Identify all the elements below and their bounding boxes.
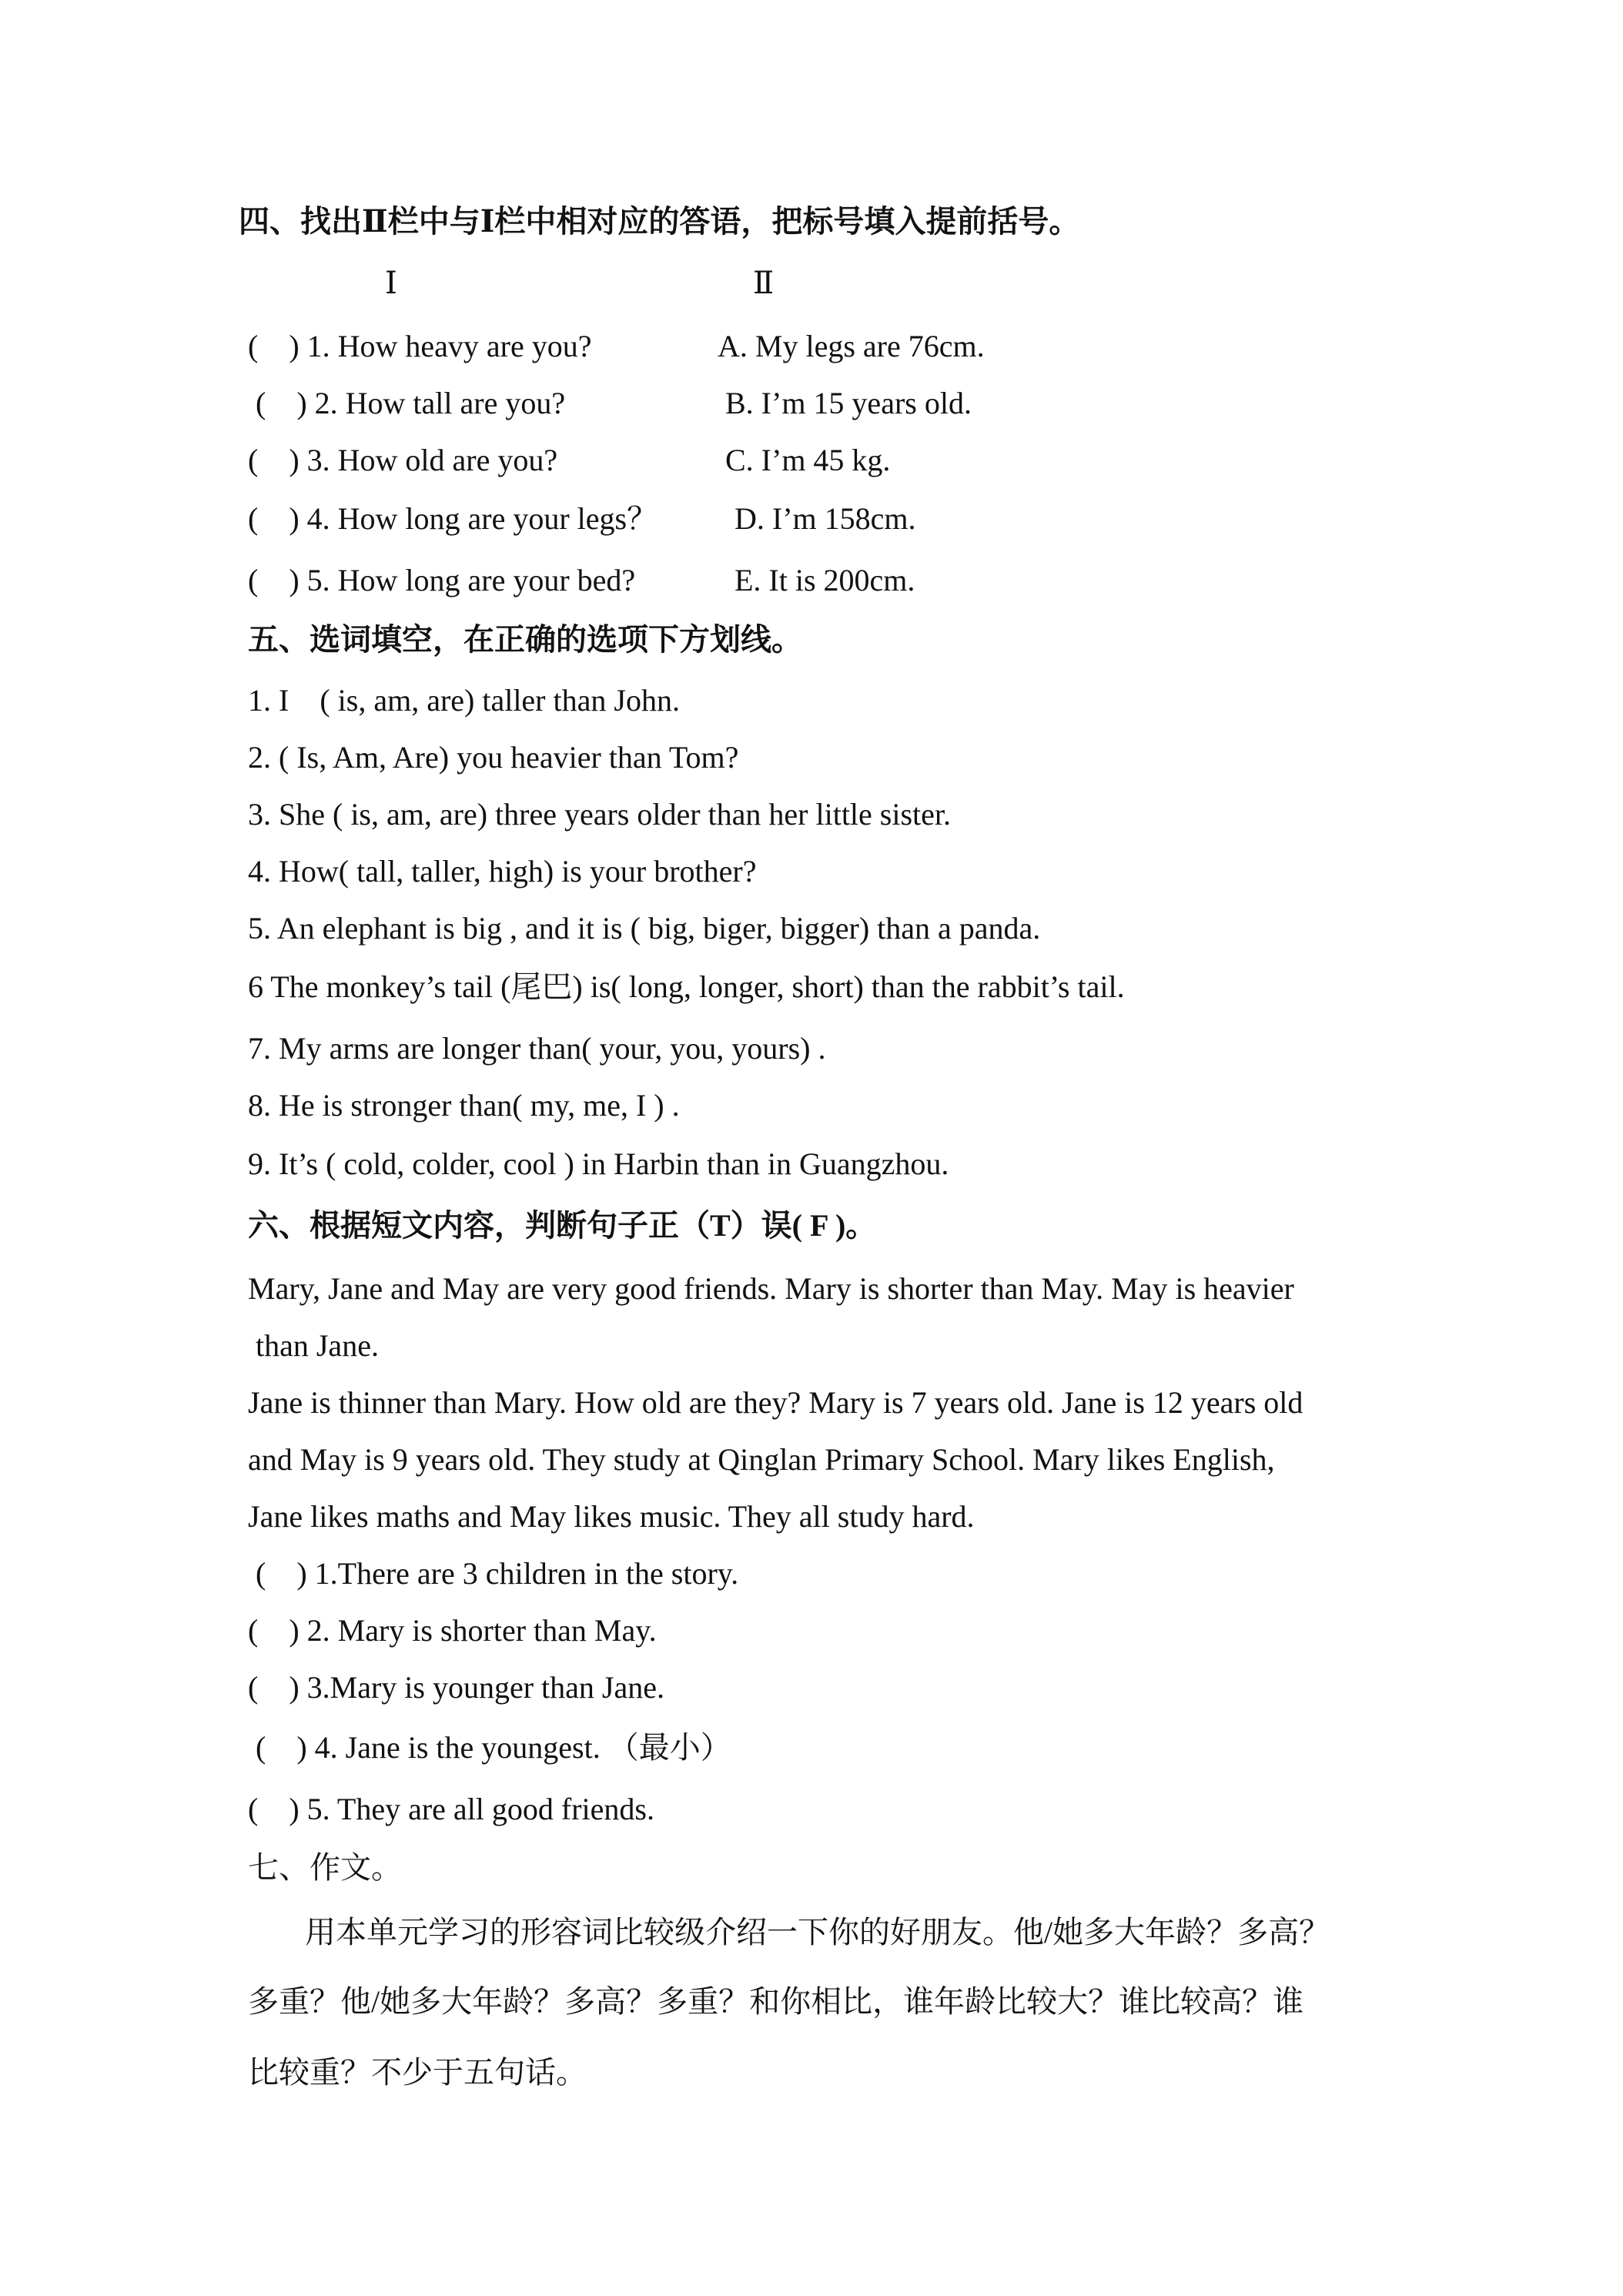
fill-item-1: 1. I ( is, am, are) taller than John. <box>248 683 680 718</box>
passage-line-5: Jane likes maths and May likes music. They all study hard. <box>248 1499 975 1534</box>
essay-line-3: 比较重？不少于五句话。 <box>248 2055 587 2090</box>
column-1-label: Ⅰ <box>385 266 397 300</box>
essay-line-1: 用本单元学习的形容词比较级介绍一下你的好朋友。他/她多大年龄？多高？ <box>305 1915 1330 1950</box>
judge-item-2: ( ) 2. Mary is shorter than May. <box>248 1613 657 1648</box>
match-question-3: ( ) 3. How old are you? <box>248 443 558 477</box>
match-answer-d: D. I’m 158cm. <box>735 501 916 536</box>
fill-item-5: 5. An elephant is big , and it is ( big, biger, bigger) than a panda. <box>248 911 1041 946</box>
judge-item-3: ( ) 3.Mary is younger than Jane. <box>248 1670 664 1705</box>
judge-item-1: ( ) 1.There are 3 children in the story. <box>248 1556 739 1591</box>
fill-item-8: 8. He is stronger than( my, me, I ) . <box>248 1088 680 1123</box>
fill-item-2: 2. ( Is, Am, Are) you heavier than Tom? <box>248 740 739 775</box>
passage-line-2: than Jane. <box>248 1328 379 1363</box>
essay-line-2: 多重？他/她多大年龄？多高？多重？和你相比，谁年龄比较大？谁比较高？谁 <box>248 1984 1304 2019</box>
passage-line-4: and May is 9 years old. They study at Qinglan Primary School. Mary likes English, <box>248 1442 1275 1477</box>
section5-heading: 五、选词填空，在正确的选项下方划线。 <box>248 622 802 657</box>
match-question-2: ( ) 2. How tall are you? <box>248 386 566 420</box>
match-question-1: ( ) 1. How heavy are you? <box>248 329 592 363</box>
match-answer-e: E. It is 200cm. <box>735 563 915 597</box>
fill-item-3: 3. She ( is, am, are) three years older than her little sister. <box>248 797 952 832</box>
fill-item-9: 9. It’s ( cold, colder, cool ) in Harbin than in Guangzhou. <box>248 1146 949 1181</box>
fill-item-6: 6 The monkey’s tail (尾巴) is( long, longer, short) than the rabbit’s tail. <box>248 969 1125 1004</box>
passage-line-1: Mary, Jane and May are very good friends. Mary is shorter than May. May is heavier <box>248 1271 1294 1306</box>
section6-heading: 六、根据短文内容，判断句子正（T）误( F )。 <box>248 1208 877 1243</box>
column-2-label: Ⅱ <box>753 266 775 300</box>
match-answer-b: B. I’m 15 years old. <box>725 386 972 420</box>
section4-heading: 四、找出Ⅱ栏中与Ⅰ栏中相对应的答语，把标号填入提前括号。 <box>239 204 1080 239</box>
passage-line-3: Jane is thinner than Mary. How old are they? Mary is 7 years old. Jane is 12 years old <box>248 1385 1303 1420</box>
judge-item-5: ( ) 5. They are all good friends. <box>248 1792 654 1826</box>
section7-heading: 七、作文。 <box>248 1850 402 1885</box>
match-answer-c: C. I’m 45 kg. <box>725 443 891 477</box>
fill-item-7: 7. My arms are longer than( your, you, yours) . <box>248 1031 826 1066</box>
judge-item-4: ( ) 4. Jane is the youngest. （最小） <box>248 1730 731 1765</box>
match-question-4: ( ) 4. How long are your legs？ <box>248 501 658 536</box>
match-question-5: ( ) 5. How long are your bed? <box>248 563 636 597</box>
match-answer-a: A. My legs are 76cm. <box>718 329 985 363</box>
fill-item-4: 4. How( tall, taller, high) is your brother? <box>248 854 757 889</box>
